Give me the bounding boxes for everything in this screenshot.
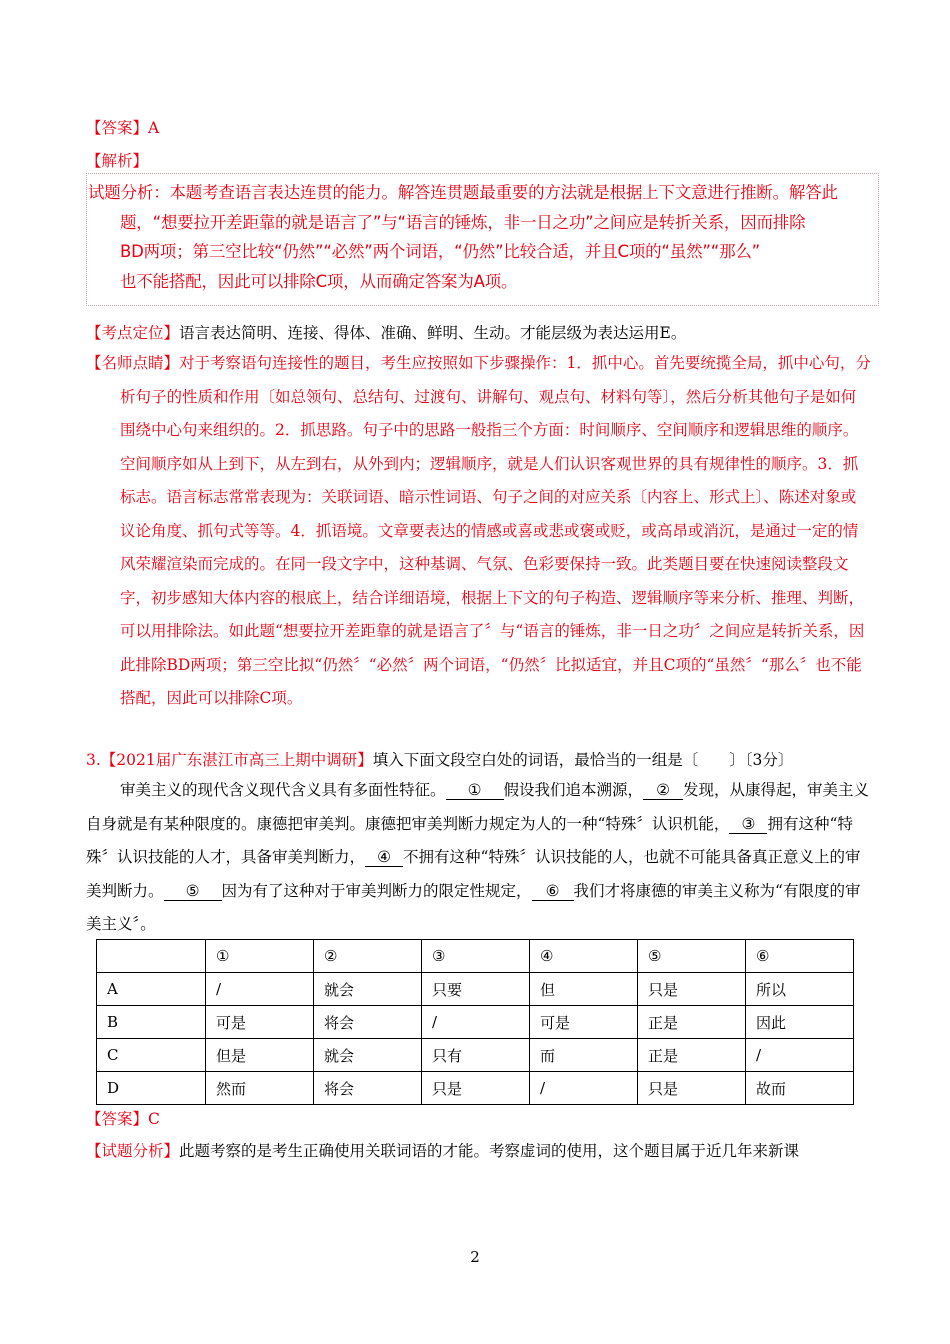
analysis-line-1: 试题分析：本题考查语言表达连贯的能力。解答连贯题最重要的方法就是根据上下文意进行推断。解答此 [88, 183, 838, 202]
question-3-header [86, 748, 793, 770]
table-row [97, 1006, 854, 1039]
blank-6: ⑥ [532, 882, 574, 901]
blank-5: ⑤ [164, 882, 222, 901]
table-cell: ③ [422, 940, 530, 973]
table-cell: ⑤ [638, 940, 746, 973]
table-cell: 但 [530, 973, 638, 1006]
table-cell: / [530, 1072, 638, 1105]
table-header-row [97, 940, 854, 973]
table-cell: 正是 [638, 1006, 746, 1039]
table-cell: 所以 [746, 973, 854, 1006]
table-cell: 而 [530, 1039, 638, 1072]
table-cell: C [97, 1039, 206, 1072]
table-cell: 但是 [206, 1039, 314, 1072]
table-cell: 将会 [314, 1006, 422, 1039]
passage-text-1: 审美主义的现代含义现代含义具有多面性特征。 [120, 781, 446, 799]
table-cell: 因此 [746, 1006, 854, 1039]
shiti-row [86, 1139, 799, 1161]
table-cell: / [746, 1039, 854, 1072]
passage-text-2: 假设我们追本溯源， [503, 781, 644, 799]
table-cell: ⑥ [746, 940, 854, 973]
analysis-line-2: 题，“想要拉开差距靠的就是语言了”与“语言的锤炼，非一日之功”之间应是转折关系，因而排除 [120, 212, 806, 232]
mingshi-paragraph [86, 347, 871, 716]
passage-text-5: 不拥有这种“特殊〞认识技能的人，也就不可能具备真正意义上的审美判断力。 [86, 848, 861, 900]
table-cell: ① [206, 940, 314, 973]
answer-label-3: 【答案】C [86, 1110, 160, 1128]
question-number: 3. [86, 751, 101, 769]
question-passage [86, 774, 871, 942]
question-source: 【2021届广东湛江市高三上期中调研】 [100, 751, 373, 769]
table-cell: B [97, 1006, 206, 1039]
table-row [97, 1072, 854, 1105]
table-cell: 故而 [746, 1072, 854, 1105]
passage-text-6: 因为有了这种对于审美判断力的限定性规定， [221, 881, 532, 900]
table-cell: 然而 [206, 1072, 314, 1105]
table-cell [97, 940, 206, 973]
table-cell: 将会 [314, 1072, 422, 1105]
blank-4: ④ [365, 848, 403, 867]
table-cell: 只要 [422, 973, 530, 1006]
kaodian-row [86, 321, 686, 343]
table-cell: 可是 [530, 1006, 638, 1039]
kaodian-label: 【考点定位】 [86, 324, 180, 342]
page-number: 2 [470, 1248, 480, 1266]
mingshi-label: 【名师点睛】 [86, 354, 180, 372]
question-stem: 填入下面文段空白处的词语，最恰当的一组是〔 〕〔3分〕 [372, 751, 794, 769]
table-cell: A [97, 973, 206, 1006]
table-cell: 可是 [206, 1006, 314, 1039]
kaodian-text: 语言表达简明、连接、得体、准确、鲜明、生动。才能层级为表达运用E。 [179, 324, 687, 342]
table-cell: ④ [530, 940, 638, 973]
table-cell: 就会 [314, 1039, 422, 1072]
passage-text-4: 拥有这种“特殊〞认识技能的人才，具备审美判断力， [86, 814, 853, 866]
blank-3: ③ [729, 815, 767, 834]
table-cell: 只有 [422, 1039, 530, 1072]
table-cell: 只是 [638, 973, 746, 1006]
table-cell: / [422, 1006, 530, 1039]
table-cell: / [206, 973, 314, 1006]
analysis-label: 【解析】 [86, 152, 149, 170]
table-cell: 只是 [638, 1072, 746, 1105]
table-cell: 正是 [638, 1039, 746, 1072]
table-row [97, 1039, 854, 1072]
options-table [96, 939, 854, 1105]
analysis-line-4: 也不能搭配，因此可以排除C项，从而确定答案为A项。 [120, 271, 518, 291]
table-cell: ② [314, 940, 422, 973]
passage-text-7: 我们才将康德的审美主义称为“有限度的审美主义〞。 [86, 881, 861, 933]
answer-label-1: 【答案】A [86, 119, 160, 137]
shiti-label: 【试题分析】 [86, 1142, 180, 1160]
analysis-line-3: BD两项；第三空比较“仍然”“必然”两个词语，“仍然”比较合适，并且C项的“虽然”“那么” [120, 242, 761, 261]
table-cell: D [97, 1072, 206, 1105]
blank-1: ① [446, 781, 504, 800]
shiti-text: 此题考察的是考生正确使用关联词语的才能。考察虚词的使用，这个题目属于近几年来新课 [179, 1142, 800, 1160]
passage-text-3: 发现，从康得起，审美主义自身就是有某种限度的。康德把审美判。康德把审美判断力规定为人的一种“特殊〞认识机能， [86, 781, 870, 833]
table-cell: 就会 [314, 973, 422, 1006]
table-cell: 只是 [422, 1072, 530, 1105]
mingshi-text: 对于考察语句连接性的题目，考生应按照如下步骤操作：1．抓中心。首先要统揽全局，抓中心句，分析句子的性质和作用〔如总领句、总结句、过渡句、讲解句、观点句、材料句等〕，然后分析其他句子是如何围绕中心句来组织的。2．抓思路。句子中的思路一般指三个方面：时间顺序、空间顺序和逻辑思维的顺序。空间顺序如从上到下，从左到右，从外到内；逻辑顺序，就是人们认识客观世界的具有规律性的顺序。3．抓标志。语言标志常常表现为：关联词语、暗示性词语、句子之间的对应关系〔内容上、形式上〕、陈述对象或议论角度、抓句式等等。4．抓语境。文章要表达的情感或喜或悲或褒或贬，或高昂或消沉，是通过一定的情风荣耀渲染而完成的。在同一段文字中，这种基调、气氛、色彩要保持一致。此类题目要在快速阅读整段文字，初步感知大体内容的根底上，结合详细语境，根据上下文的句子构造、逻辑顺序等来分析、推理、判断，可以用排除法。如此题“想要拉开差距靠的就是语言了〞与“语言的锤炼，非一日之功〞之间应是转折关系，因此排除BD两项；第三空比拟“仍然〞“必然〞两个词语，“仍然〞比拟适宜，并且C项的“虽然〞“那么〞也不能搭配，因此可以排除C项。 [120, 354, 871, 707]
table-row [97, 973, 854, 1006]
blank-2: ② [643, 781, 683, 800]
analysis-text [88, 178, 875, 296]
